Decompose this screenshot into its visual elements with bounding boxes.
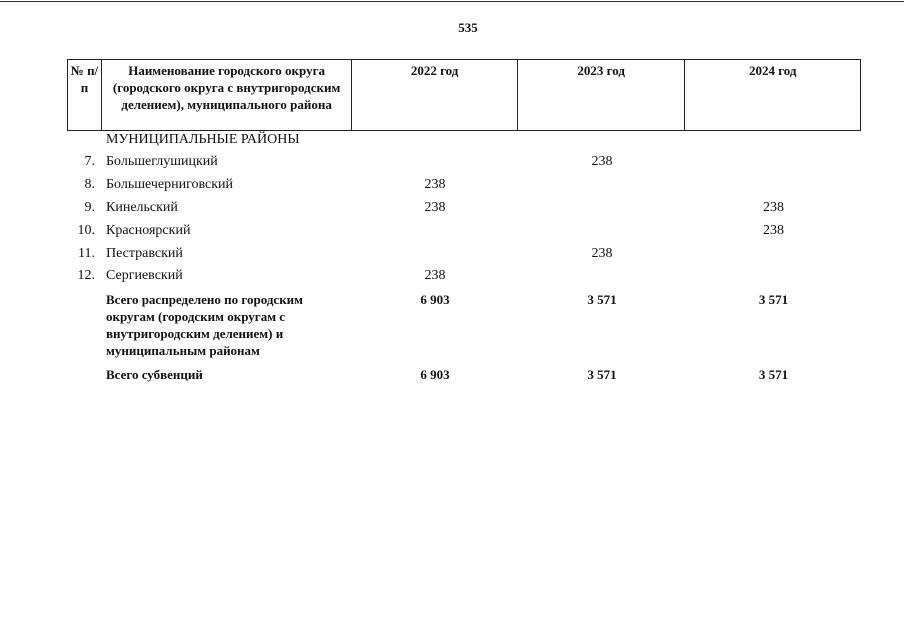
row-number: 7. <box>84 154 95 170</box>
header-name: Наименование городского округа (городского округа с внутригородским делением), муниципального района <box>102 60 352 130</box>
table-row <box>67 219 861 242</box>
table-row <box>67 151 861 174</box>
row-number: 8. <box>84 177 95 193</box>
header-number: № п/п <box>68 60 102 130</box>
header-2024: 2024 год <box>748 63 797 78</box>
table-header <box>67 59 861 131</box>
row-value-2022: 238 <box>424 199 446 215</box>
row-name: Красноярский <box>106 222 191 238</box>
row-name: Кинельский <box>106 199 178 215</box>
table-body <box>67 151 861 288</box>
total-distributed-2024: 3 571 <box>758 292 789 307</box>
header-2023: 2023 год <box>518 60 686 130</box>
table-row <box>67 265 861 288</box>
table-row <box>67 197 861 220</box>
table-row <box>67 242 861 265</box>
header-2022: 2022 год <box>352 60 518 130</box>
row-number: 11. <box>78 245 95 261</box>
page-top-border <box>0 1 904 2</box>
row-number: 12. <box>77 268 95 284</box>
row-name: Пестравский <box>106 245 183 261</box>
table-row <box>67 174 861 197</box>
row-name: Сергиевский <box>106 268 183 284</box>
row-value-2023: 238 <box>591 154 613 170</box>
row-value-2024: 238 <box>763 222 784 238</box>
total-subventions-label: Всего субвенций <box>106 367 203 382</box>
total-distributed-row <box>67 291 861 359</box>
total-subventions-2023: 3 571 <box>587 367 617 382</box>
section-title: МУНИЦИПАЛЬНЫЕ РАЙОНЫ <box>106 132 300 147</box>
row-value-2022: 238 <box>424 177 446 193</box>
total-distributed-2022: 6 903 <box>420 292 450 307</box>
total-distributed-2023: 3 571 <box>587 292 617 307</box>
total-subventions-2024: 3 571 <box>758 367 789 382</box>
total-subventions-2022: 6 903 <box>420 367 450 382</box>
row-value-2022: 238 <box>424 268 446 284</box>
row-number: 9. <box>84 199 95 215</box>
row-number: 10. <box>77 222 95 238</box>
page-number: 535 <box>458 20 478 35</box>
row-value-2024: 238 <box>763 199 784 215</box>
row-name: Большечерниговский <box>106 177 234 193</box>
row-name: Большеглушицкий <box>106 154 218 170</box>
row-value-2023: 238 <box>591 245 613 261</box>
total-subventions-row <box>67 366 861 383</box>
total-distributed-label: Всего распределено по городским округам (городским округам с внутригородским делением) и муниципальным районам <box>106 292 304 358</box>
